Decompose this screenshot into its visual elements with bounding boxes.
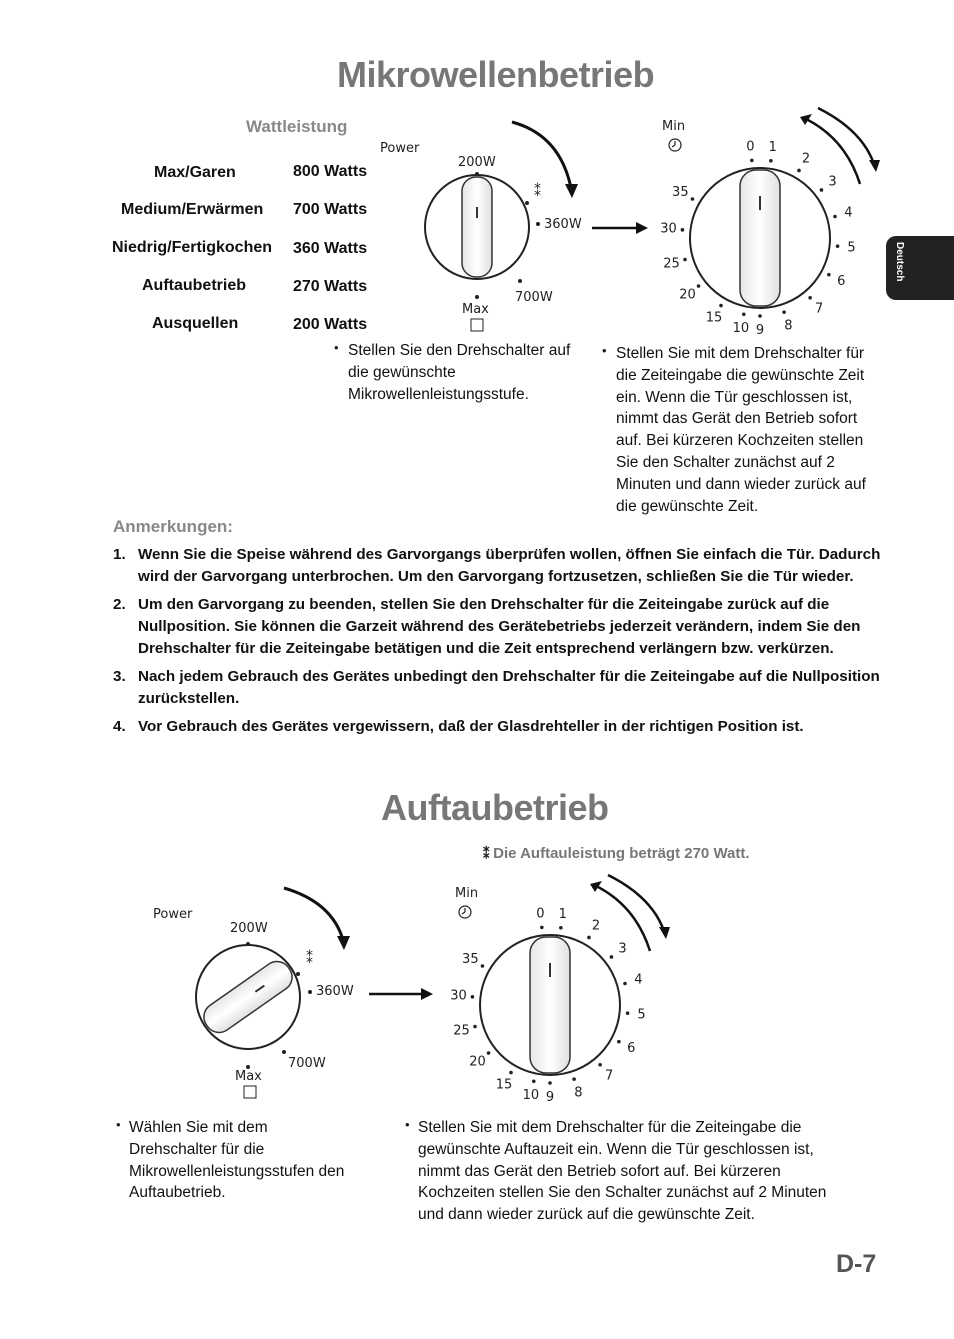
tick-dot	[683, 258, 687, 262]
tick-label: 2	[801, 151, 811, 167]
tick-dot	[719, 304, 723, 308]
defrost-info: ⁑ Die Auftauleistung beträgt 270 Watt.	[483, 845, 750, 862]
power-label: Power	[153, 907, 193, 922]
defrost-icon: ⁑	[483, 846, 494, 861]
tick-label: 15	[495, 1077, 513, 1093]
mode-label: Medium/Erwärmen	[121, 201, 264, 218]
tick-dot	[769, 159, 773, 163]
tick-label: 30	[660, 221, 677, 237]
tick-label: 15	[705, 310, 723, 326]
tick-dot	[473, 1025, 477, 1029]
tick-label: 10	[522, 1087, 540, 1103]
tick-dot	[697, 284, 701, 288]
tick-dot	[532, 1079, 536, 1083]
notes-list	[113, 544, 893, 744]
tick-dot	[559, 926, 563, 930]
tick-label: 5	[637, 1007, 646, 1023]
tick-dot	[540, 926, 544, 930]
max-label: Max	[235, 1069, 262, 1084]
list-item: 3. Nach jedem Gebrauch des Gerätes unbedingt den Drehschalter für die Zeiteingabe auf die Nullposition zurückstellen.	[113, 668, 880, 707]
watts-value: 200 Watts	[293, 316, 368, 333]
tick-dot	[626, 1011, 630, 1015]
tick-dot	[617, 1040, 621, 1044]
timer-dial-2	[440, 867, 680, 1112]
tick-label: 20	[469, 1054, 486, 1070]
tick-label: 1	[768, 139, 777, 155]
mode-label: Niedrig/Fertigkochen	[112, 239, 273, 256]
tick-label: 0	[536, 906, 545, 922]
language-tab[interactable]: Deutsch	[886, 236, 954, 300]
svg-text:⁑: ⁑	[306, 951, 313, 967]
max-label: Max	[462, 302, 489, 317]
tick-label: 1	[558, 906, 567, 922]
tick-dot	[487, 1051, 491, 1055]
tick-label: 10	[732, 320, 750, 336]
tick-dot	[610, 955, 614, 959]
list-item: 4. Vor Gebrauch des Gerätes vergewissern, daß der Glasdrehteller in der richtigen Position ist.	[113, 718, 804, 735]
timer-knob[interactable]	[530, 937, 570, 1073]
power-label: Power	[380, 141, 420, 156]
tick-dot	[833, 215, 837, 219]
watts-value: 700 Watts	[293, 201, 368, 218]
tick-label: 6	[837, 274, 846, 290]
arrow-right-icon	[590, 218, 650, 238]
tick-label: 3	[618, 941, 627, 957]
w360-label: 360W	[316, 984, 354, 999]
list-item: 1. Wenn Sie die Speise während des Garvorgangs überprüfen wollen, öffnen Sie einfach die Tür. Dadurch wird der Garvorgang unterbrochen. Um den Garvorgang fortzusetzen, schließen Sie die Tür wieder.	[113, 546, 881, 585]
timer-note-2: • Stellen Sie mit dem Drehschalter für die Zeiteingabe die gewünschte Auftauzeit ein. Wenn die Tür geschlossen ist, nimmt das Gerät den Betrieb sofort auf. Bei kürzeren Kochzeiten stellen Sie den Schalter zunächst auf 2 Minuten und dann wieder zurück auf die gewünschte Zeit.	[405, 1117, 827, 1224]
tick-label: 25	[663, 256, 680, 272]
tick-dot	[808, 296, 812, 300]
mode-label: Auftaubetrieb	[142, 277, 246, 294]
power-dial-2	[180, 880, 360, 1105]
tick-dot	[827, 273, 831, 277]
page-number: D-7	[836, 1250, 877, 1278]
timer-note: • Stellen Sie mit dem Drehschalter für die Zeiteingabe die gewünschte Zeit ein. Wenn die Tür geschlossen ist, nimmt das Gerät den Betrieb sofort auf. Bei kürzeren Kochzeiten stellen Sie den Schalter zunächst auf 2 Minuten und dann wieder zurück auf die gewünschte Zeit.	[602, 343, 866, 515]
tick-dot	[820, 188, 824, 192]
tick-dot	[572, 1077, 576, 1081]
tick-label: 8	[784, 318, 793, 334]
timer-knob[interactable]	[740, 170, 780, 306]
arrow-right-icon	[367, 984, 437, 1004]
tick-label: 4	[634, 972, 643, 988]
tick-dot	[481, 964, 485, 968]
tick-label: 35	[462, 952, 479, 967]
tick-label: 35	[672, 185, 689, 200]
tick-dot	[782, 310, 786, 314]
section-title-auftaubetrieb: Auftaubetrieb	[381, 787, 609, 828]
wattleistung-heading: Wattleistung	[246, 117, 348, 136]
power-dial-1	[410, 110, 590, 335]
tick-dot	[681, 228, 685, 232]
tick-dot	[758, 314, 762, 318]
tick-label: 6	[627, 1041, 636, 1057]
mode-label: Max/Garen	[154, 164, 236, 181]
svg-text:⁑: ⁑	[534, 184, 541, 200]
tick-label: 7	[814, 301, 824, 317]
tick-dot	[509, 1071, 513, 1075]
tick-label: 7	[604, 1068, 614, 1084]
tick-dot	[471, 995, 475, 999]
power-note: • Stellen Sie den Drehschalter auf die gewünschte Mikrowellenleistungsstufe.	[334, 340, 571, 403]
tick-label: 4	[844, 205, 853, 221]
power-note-2: • Wählen Sie mit dem Drehschalter für die Mikrowellenleistungsstufen den Auftaubetrieb.	[116, 1117, 345, 1202]
watts-value: 270 Watts	[293, 278, 368, 295]
tick-dot	[691, 197, 695, 201]
w200-label: 200W	[230, 921, 268, 936]
tick-label: 8	[574, 1085, 583, 1101]
tick-label: 9	[545, 1090, 555, 1105]
min-label: Min	[455, 886, 479, 901]
tick-dot	[750, 159, 754, 163]
tick-label: 25	[453, 1023, 470, 1039]
tick-label: 0	[746, 139, 755, 155]
notes-heading: Anmerkungen:	[113, 517, 233, 536]
tick-dot	[598, 1063, 602, 1067]
tick-dot	[587, 936, 591, 940]
tick-dot	[742, 312, 746, 316]
tick-dot	[548, 1081, 552, 1085]
w700-label: 700W	[515, 290, 553, 305]
list-item: 2. Um den Garvorgang zu beenden, stellen Sie den Drehschalter für die Zeiteingabe zurück auf die Nullposition. Sie können die Garzeit während des Gerätebetriebs jederzeit verändern, indem Sie den Drehschalter für die Zeiteingabe betätigen und die Zeit entsprechend verlängern bzw. verkürzen.	[113, 596, 861, 657]
w360-label: 360W	[544, 217, 582, 232]
tick-dot	[836, 244, 840, 248]
timer-dial-1	[650, 100, 890, 345]
tick-label: 5	[847, 240, 856, 256]
tick-dot	[623, 982, 627, 986]
tick-label: 3	[828, 174, 837, 190]
section-title-mikrowellenbetrieb: Mikrowellenbetrieb	[337, 54, 655, 95]
w700-label: 700W	[288, 1056, 326, 1071]
watts-value: 800 Watts	[293, 163, 368, 180]
tick-label: 2	[591, 918, 601, 934]
min-label: Min	[662, 119, 686, 134]
tick-label: 20	[679, 287, 696, 303]
tick-dot	[797, 169, 801, 173]
mode-label: Ausquellen	[152, 315, 239, 332]
w200-label: 200W	[458, 155, 496, 170]
tick-label: 9	[755, 323, 765, 338]
watts-value: 360 Watts	[293, 240, 368, 257]
tick-label: 30	[450, 988, 467, 1004]
